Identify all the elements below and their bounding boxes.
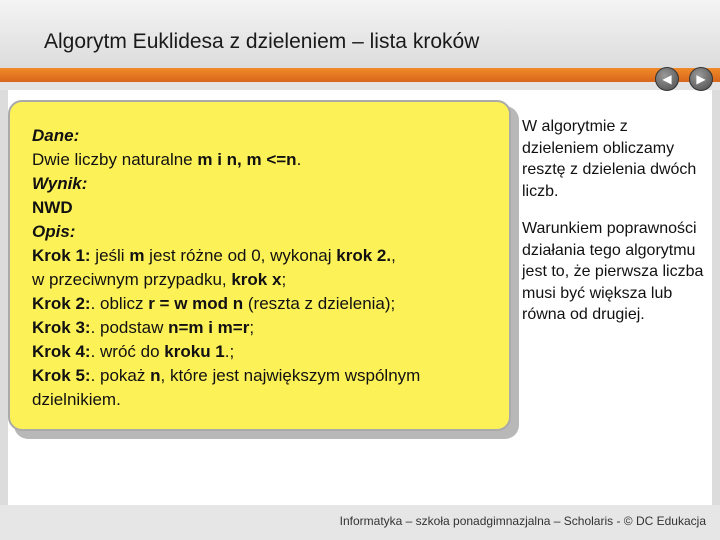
- krok-3: Krok 3:. podstaw n=m i m=r;: [32, 318, 255, 337]
- side-notes: [522, 116, 707, 342]
- prev-slide-button[interactable]: [655, 67, 679, 91]
- dane-label: Dane:: [32, 126, 80, 145]
- side-note-2: Warunkiem poprawności działania tego algorytmu jest to, że pierwsza liczba musi być większa lub równa od drugiej.: [522, 220, 704, 323]
- krok-1-cont: w przeciwnym przypadku, krok x;: [32, 270, 287, 289]
- krok-2: Krok 2:. oblicz r = w mod n (reszta z dzielenia);: [32, 294, 396, 313]
- krok-4: Krok 4:. wróć do kroku 1.;: [32, 342, 235, 361]
- chevron-right-icon: ▶: [696, 72, 706, 86]
- header-accent-bar: [0, 68, 720, 82]
- nav-strip: [0, 82, 720, 90]
- right-frame: [712, 90, 720, 540]
- footer-credits: Informatyka – szkoła ponadgimnazjalna – Scholaris - © DC Edukacja: [339, 514, 706, 528]
- krok-5: Krok 5:. pokaż n, które jest największym wspólnym dzielnikiem.: [32, 366, 421, 409]
- opis-label: Opis:: [32, 222, 76, 241]
- wynik-label: Wynik:: [32, 174, 88, 193]
- next-slide-button[interactable]: [689, 67, 713, 91]
- algorithm-card: [8, 100, 511, 431]
- side-note-1: W algorytmie z dzieleniem obliczamy resztę z dzielenia dwóch liczb.: [522, 118, 697, 200]
- dane-text: Dwie liczby naturalne m i n, m <=n.: [32, 150, 302, 169]
- wynik-value: NWD: [32, 198, 73, 217]
- krok-1: Krok 1: jeśli m jest różne od 0, wykonaj krok 2.,: [32, 246, 396, 265]
- chevron-left-icon: ◀: [662, 72, 672, 86]
- slide-header: [0, 0, 720, 68]
- left-frame: [0, 90, 8, 540]
- algorithm-steps: [32, 124, 482, 412]
- page-title: Algorytm Euklidesa z dzieleniem – lista kroków: [44, 30, 480, 53]
